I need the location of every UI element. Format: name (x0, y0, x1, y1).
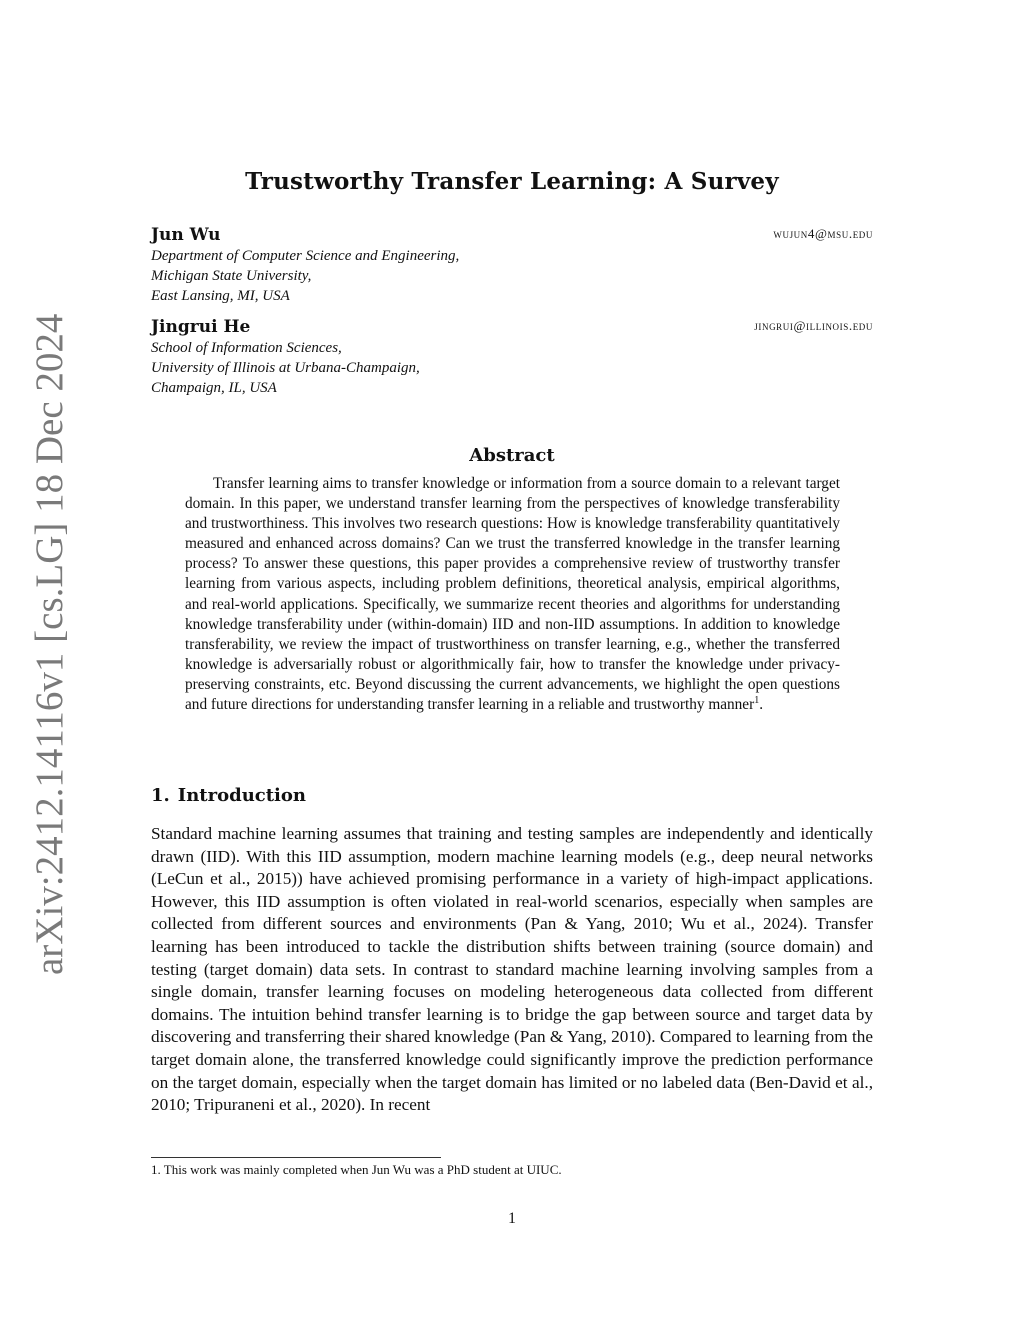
footnote: 1. This work was mainly completed when Jun Wu was a PhD student at UIUC. (151, 1162, 562, 1177)
abstract-text: Transfer learning aims to transfer knowledge or information from a source domain to a relevant target domain. In this paper, we understand transfer learning from the perspectives of knowledge transferability and trustworthiness. This involves two research questions: How is knowledge transferability quantitatively measured and enhanced across domains? Can we trust the transferred knowledge in the transfer learning process? To answer these questions, this paper provides a comprehensive review of trustworthy transfer learning from various aspects, including problem definitions, theoretical analysis, empirical algorithms, and real-world applications. Specifically, we summarize recent theories and algorithms for understanding knowledge transferability under (within-domain) IID and non-IID assumptions. In addition to knowledge transferability, we review the impact of trustworthiness on transfer learning, e.g., whether the transferred knowledge is adversarially robust or algorithmically fair, how to transfer the knowledge under privacy-preserving constraints, etc. Beyond discussing the current advancements, we highlight the open questions and future directions for understanding transfer learning in a reliable and trustworthy manner (185, 475, 840, 714)
author-block-1 (151, 224, 873, 306)
introduction-body: Standard machine learning assumes that training and testing samples are independently and identically drawn (IID). With this IID assumption, modern machine learning models (e.g., deep neural networks (LeCun et al., 2015)) have achieved promising performance in a variety of high-impact applications. However, this IID assumption is often violated in real-world scenarios, especially when samples are collected from different sources and environments (Pan & Yang, 2010; Wu et al., 2024). Transfer learning has been introduced to tackle the distribution shifts between training (source domain) and testing (target domain) data sets. In contrast to standard machine learning involving samples from a single domain, transfer learning focuses on modeling heterogeneous data collected from different domains. The intuition behind transfer learning is to bridge the gap between source and target data by discovering and transferring their shared knowledge (Pan & Yang, 2010). Compared to learning from the target domain alone, the transferred knowledge could significantly improve the prediction performance on the target domain, especially when the target domain has limited or no labeled data (Ben-David et al., 2010; Tripuraneni et al., 2020). In recent (151, 824, 873, 1115)
abstract-end-punct: . (759, 696, 764, 714)
author-email: jingrui@illinois.edu (754, 318, 873, 333)
author-affiliation-line: Department of Computer Science and Engineering, (151, 248, 460, 264)
author-affiliation-line: School of Information Sciences, (151, 340, 342, 356)
author-name: Jun Wu (151, 225, 221, 245)
section-title: Introduction (177, 785, 306, 806)
author-affiliation-line: University of Illinois at Urbana-Champaign, (151, 360, 420, 376)
author-email: wujun4@msu.edu (773, 226, 873, 241)
footnote-marker[interactable]: 1 (754, 694, 760, 706)
arxiv-stamp-container (28, 313, 72, 975)
page-number: 1 (508, 1210, 516, 1227)
author-affiliation-line: Champaign, IL, USA (151, 380, 277, 396)
arxiv-stamp: arXiv:2412.14116v1 [cs.LG] 18 Dec 2024 (28, 313, 71, 975)
footnote-divider (151, 1157, 441, 1158)
abstract-heading: Abstract (469, 445, 555, 466)
paper-title: Trustworthy Transfer Learning: A Survey (245, 168, 779, 195)
author-name: Jingrui He (151, 317, 251, 337)
section-heading-introduction (151, 785, 306, 806)
author-block-2 (151, 316, 873, 398)
author-affiliation-line: Michigan State University, (151, 268, 312, 284)
abstract-body (185, 474, 840, 715)
section-number: 1. (151, 785, 170, 806)
author-affiliation-line: East Lansing, MI, USA (151, 288, 290, 304)
